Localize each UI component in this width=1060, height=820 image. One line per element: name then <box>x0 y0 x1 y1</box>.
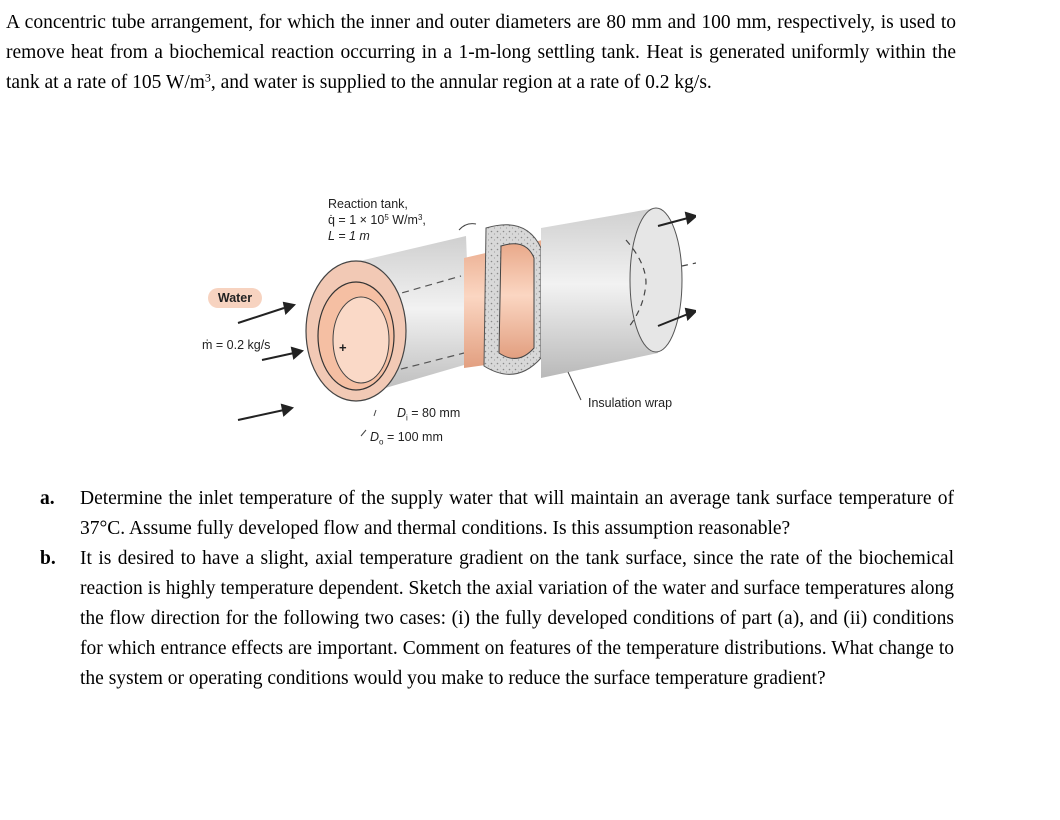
outer-diameter-label <box>370 430 443 445</box>
tank-length-label: L = 1 m <box>328 229 370 243</box>
do-value: = 100 mm <box>383 430 443 444</box>
inlet-arrows <box>238 303 302 420</box>
heat-generation-label <box>328 212 426 228</box>
mass-flow-label: ṁ = 0.2 kg/s <box>202 338 271 352</box>
question-b <box>36 544 954 694</box>
insulation-leader <box>568 372 581 400</box>
question-list <box>36 484 954 694</box>
question-a-label: a. <box>40 488 55 509</box>
insulation-wrap-label: Insulation wrap <box>588 396 673 410</box>
tank-inside-insulation <box>499 244 534 359</box>
do-symbol: D <box>370 430 380 444</box>
question-b-text: It is desired to have a slight, axial temperature gradient on the tank surface, since the rate of the biochemical reaction is highly temperature dependent. Sketch the axial variation of the water and surface temperatures along the flow direction for the following two cases: (i) the fully developed conditions of part (a), and (ii) conditions for which entrance effects are important. Comment on features of the temperature distributions. What change to the system or operating conditions would you make to reduce the surface temperature gradient? <box>80 548 954 689</box>
q-coefficient: q̇ = 1 × 10 <box>328 213 385 227</box>
water-badge: Water <box>208 288 262 308</box>
question-b-label: b. <box>40 548 56 569</box>
tank-label-title: Reaction tank, <box>328 197 408 211</box>
q-exponent: 5 <box>384 213 389 222</box>
concentric-tube-figure <box>196 188 696 458</box>
di-subscript: i <box>406 413 408 423</box>
di-value: = 80 mm <box>407 406 461 420</box>
tank-label-leader <box>459 224 476 230</box>
question-a-text: Determine the inlet temperature of the supply water that will maintain an average tank surface temperature of 37°C. Assume fully developed flow and thermal conditions. Is this assumption reasonable? <box>80 488 954 539</box>
problem-text: A concentric tube arrangement, for which the inner and outer diameters are 80 mm and 100 mm, respectively, is used to remove heat from a biochemical reaction occurring in a 1-m-long settling tank. Heat is generated uniformly within the tank at a rate of 105 W/m <box>6 12 956 93</box>
q-comma: , <box>422 213 426 227</box>
question-a <box>36 484 954 544</box>
problem-statement <box>6 8 956 98</box>
q-unit: W/m <box>388 213 418 227</box>
problem-text-end: , and water is supplied to the annular region at a rate of 0.2 kg/s. <box>210 72 712 93</box>
di-symbol: D <box>397 406 407 420</box>
do-subscript: o <box>379 437 384 447</box>
outer-tube-right-end <box>630 208 682 352</box>
q-unit-exponent: 3 <box>417 213 423 222</box>
centerline-plus: + <box>339 340 347 355</box>
superscript-3: 3 <box>204 70 211 85</box>
reaction-tank-label <box>328 196 426 244</box>
centerline-right <box>682 263 696 266</box>
di-leader <box>374 410 376 416</box>
inner-diameter-label <box>397 406 460 421</box>
do-leader <box>361 430 366 436</box>
